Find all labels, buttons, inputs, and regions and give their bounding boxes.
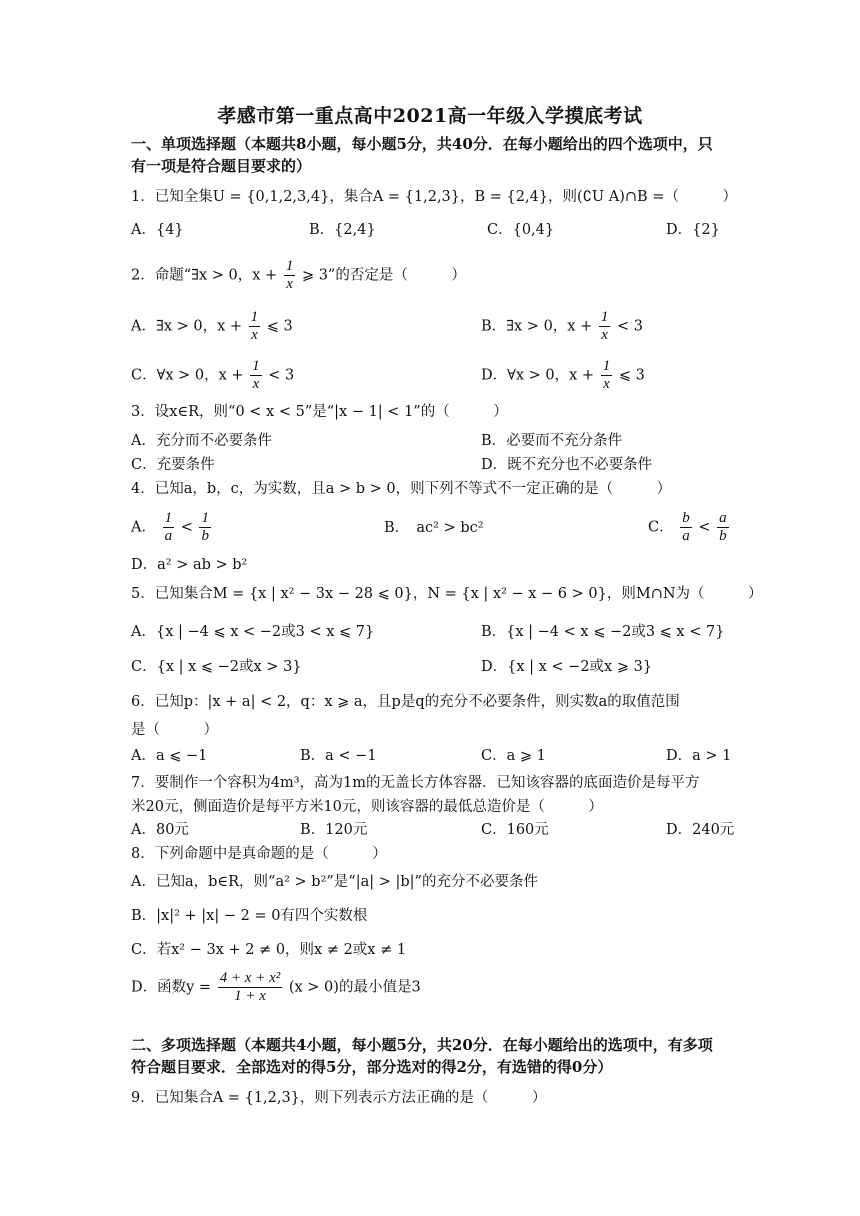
q5-stem: 5．已知集合M = {x | x² − 3x − 28 ⩽ 0}，N = {x | x² − x − 6 > 0}，则M∩N为（ ） (131, 586, 763, 602)
q3-option-d: D．既不充分也不必要条件 (481, 457, 653, 473)
q7-option-c: C．160元 (481, 822, 549, 838)
q2-option-b-fraction (599, 309, 611, 344)
q6-stem-line2: 是（ ） (131, 722, 218, 738)
q2-stem-fraction (284, 258, 296, 293)
q2-stem-post: ⩾ 3”的否定是（ ） (301, 267, 466, 284)
q8-option-d-pre: D．函数y = (131, 979, 212, 996)
q4-option-b: B． ac² > bc² (384, 520, 484, 536)
q2-option-c-pre: C．∀x > 0，x + (131, 367, 244, 384)
q7-stem-line2: 米20元，侧面造价是每平方米10元，则该容器的最低总造价是（ ） (131, 799, 603, 815)
q4-option-c-label: C． (648, 519, 674, 536)
q1-option-b: B．{2,4} (309, 222, 376, 238)
q1-option-a: A．{4} (131, 222, 184, 238)
q4-option-a (131, 510, 213, 545)
q2-frac-numerator: 1 (250, 309, 259, 325)
q7-stem-line1: 7．要制作一个容积为4m³，高为1m的无盖长方体容器．已知该容器的底面造价是每平方 (131, 775, 700, 791)
q4-c-den2: b (719, 528, 727, 544)
q5-option-d: D．{x | x < −2或x ⩾ 3} (481, 659, 653, 675)
section-2-heading (131, 1034, 731, 1078)
q7-option-d: D．240元 (666, 822, 735, 838)
q6-option-d: D．a > 1 (666, 748, 732, 764)
q4-option-d: D．a² > ab > b² (131, 557, 248, 573)
q8-stem: 8．下列命题中是真命题的是（ ） (131, 846, 387, 862)
q3-stem: 3．设x∈R，则“0 < x < 5”是“|x − 1| < 1”的（ ） (131, 404, 508, 420)
section-2-heading-line2: 符合题目要求．全部选对的得5分，部分选对的得2分，有选错的得0分） (131, 1058, 613, 1076)
q2-option-a-post: ⩽ 3 (266, 318, 293, 335)
q2-frac-numerator: 1 (600, 309, 609, 325)
q1-option-d: D．{2} (666, 222, 720, 238)
q9-stem: 9．已知集合A = {1,2,3}，则下列表示方法正确的是（ ） (131, 1090, 547, 1106)
q2-frac-numerator: 1 (252, 358, 260, 374)
q4-a-den2: b (201, 528, 209, 544)
q6-option-a: A．a ⩽ −1 (131, 748, 208, 764)
q2-frac-denominator: x (603, 376, 610, 392)
q7-option-a: A．80元 (131, 822, 189, 838)
q2-option-c (131, 358, 294, 393)
q3-option-b: B．必要而不充分条件 (481, 433, 623, 449)
section-1-heading (131, 133, 731, 177)
q4-option-c-frac2 (717, 510, 729, 545)
q4-stem: 4．已知a，b，c，为实数，且a > b > 0，则下列不等式不一定正确的是（ ） (131, 481, 672, 497)
q4-a-num1: 1 (164, 510, 173, 526)
q2-option-c-post: < 3 (268, 367, 295, 384)
q8-option-c: C．若x² − 3x + 2 ≠ 0，则x ≠ 2或x ≠ 1 (131, 942, 407, 958)
q4-option-a-label: A． (131, 519, 156, 536)
q4-c-den1: a (682, 528, 690, 544)
q6-option-c: C．a ⩾ 1 (481, 748, 546, 764)
q4-option-c-frac1 (680, 510, 692, 545)
q8-option-d-fraction (218, 970, 283, 1005)
q2-frac-denominator: x (251, 327, 258, 343)
q4-option-a-relation: < (180, 519, 193, 536)
q1-option-c: C．{0,4} (487, 222, 555, 238)
q2-option-d (481, 358, 645, 393)
q2-option-d-pre: D．∀x > 0，x + (481, 367, 595, 384)
q3-option-a: A．充分而不必要条件 (131, 433, 272, 449)
q4-option-a-frac2 (199, 510, 211, 545)
q2-option-d-fraction (601, 358, 613, 393)
q4-option-a-frac1 (163, 510, 175, 545)
q5-option-c: C．{x | x ⩽ −2或x > 3} (131, 659, 302, 675)
q6-stem-line1: 6．已知p：|x + a| < 2，q：x ⩾ a，且p是q的充分不必要条件，则实数a的取值范围 (131, 694, 680, 710)
q5-option-b: B．{x | −4 < x ⩽ −2或3 ⩽ x < 7} (481, 624, 725, 640)
section-1-heading-line2: 有一项是符合题目要求的） (131, 157, 312, 175)
q2-frac-numerator: 1 (285, 258, 294, 274)
q8-option-d (131, 970, 421, 1005)
q8-d-denominator: 1 + x (234, 988, 266, 1004)
q2-frac-denominator: x (252, 376, 260, 392)
q2-frac-denominator: x (601, 327, 608, 343)
q2-option-b-pre: B．∃x > 0，x + (481, 318, 593, 335)
q8-option-d-post: (x > 0)的最小值是3 (288, 979, 421, 996)
q4-a-num2: 1 (201, 510, 209, 526)
section-2-heading-line1: 二、多项选择题（本题共4小题，每小题5分，共20分．在每小题给出的选项中，有多项 (131, 1036, 713, 1054)
q2-option-b (481, 309, 643, 344)
q2-stem (131, 258, 466, 293)
q4-c-num2: a (719, 510, 727, 526)
q6-option-b: B．a < −1 (300, 748, 377, 764)
q5-option-a: A．{x | −4 ⩽ x < −2或3 < x ⩽ 7} (131, 624, 375, 640)
exam-title: 孝感市第一重点高中2021高一年级入学摸底考试 (217, 105, 643, 127)
q8-option-b: B．|x|² + |x| − 2 = 0有四个实数根 (131, 908, 368, 924)
q2-option-b-post: < 3 (616, 318, 643, 335)
q2-option-a-fraction (249, 309, 261, 344)
q2-option-c-fraction (250, 358, 262, 393)
q4-option-c-relation: < (698, 519, 711, 536)
section-1-heading-line1: 一、单项选择题（本题共8小题，每小题5分，共40分．在每小题给出的四个选项中，只 (131, 135, 713, 153)
q4-a-den1: a (164, 528, 173, 544)
q8-d-numerator: 4 + x + x² (219, 970, 281, 986)
q7-option-b: B．120元 (300, 822, 368, 838)
q2-stem-pre: 2．命题“∃x > 0，x + (131, 267, 278, 284)
q2-option-d-post: ⩽ 3 (618, 367, 645, 384)
q2-option-a (131, 309, 293, 344)
q1-stem: 1．已知全集U = {0,1,2,3,4}，集合A = {1,2,3}，B = {2,4}，则(∁U A)∩B =（ ） (131, 189, 737, 205)
q2-frac-denominator: x (286, 276, 293, 292)
q4-option-c (648, 510, 731, 545)
q3-option-c: C．充要条件 (131, 457, 215, 473)
q2-option-a-pre: A．∃x > 0，x + (131, 318, 243, 335)
q8-option-a: A．已知a，b∈R，则“a² > b²”是“|a| > |b|”的充分不必要条件 (131, 874, 538, 890)
q4-c-num1: b (682, 510, 690, 526)
q2-frac-numerator: 1 (602, 358, 611, 374)
